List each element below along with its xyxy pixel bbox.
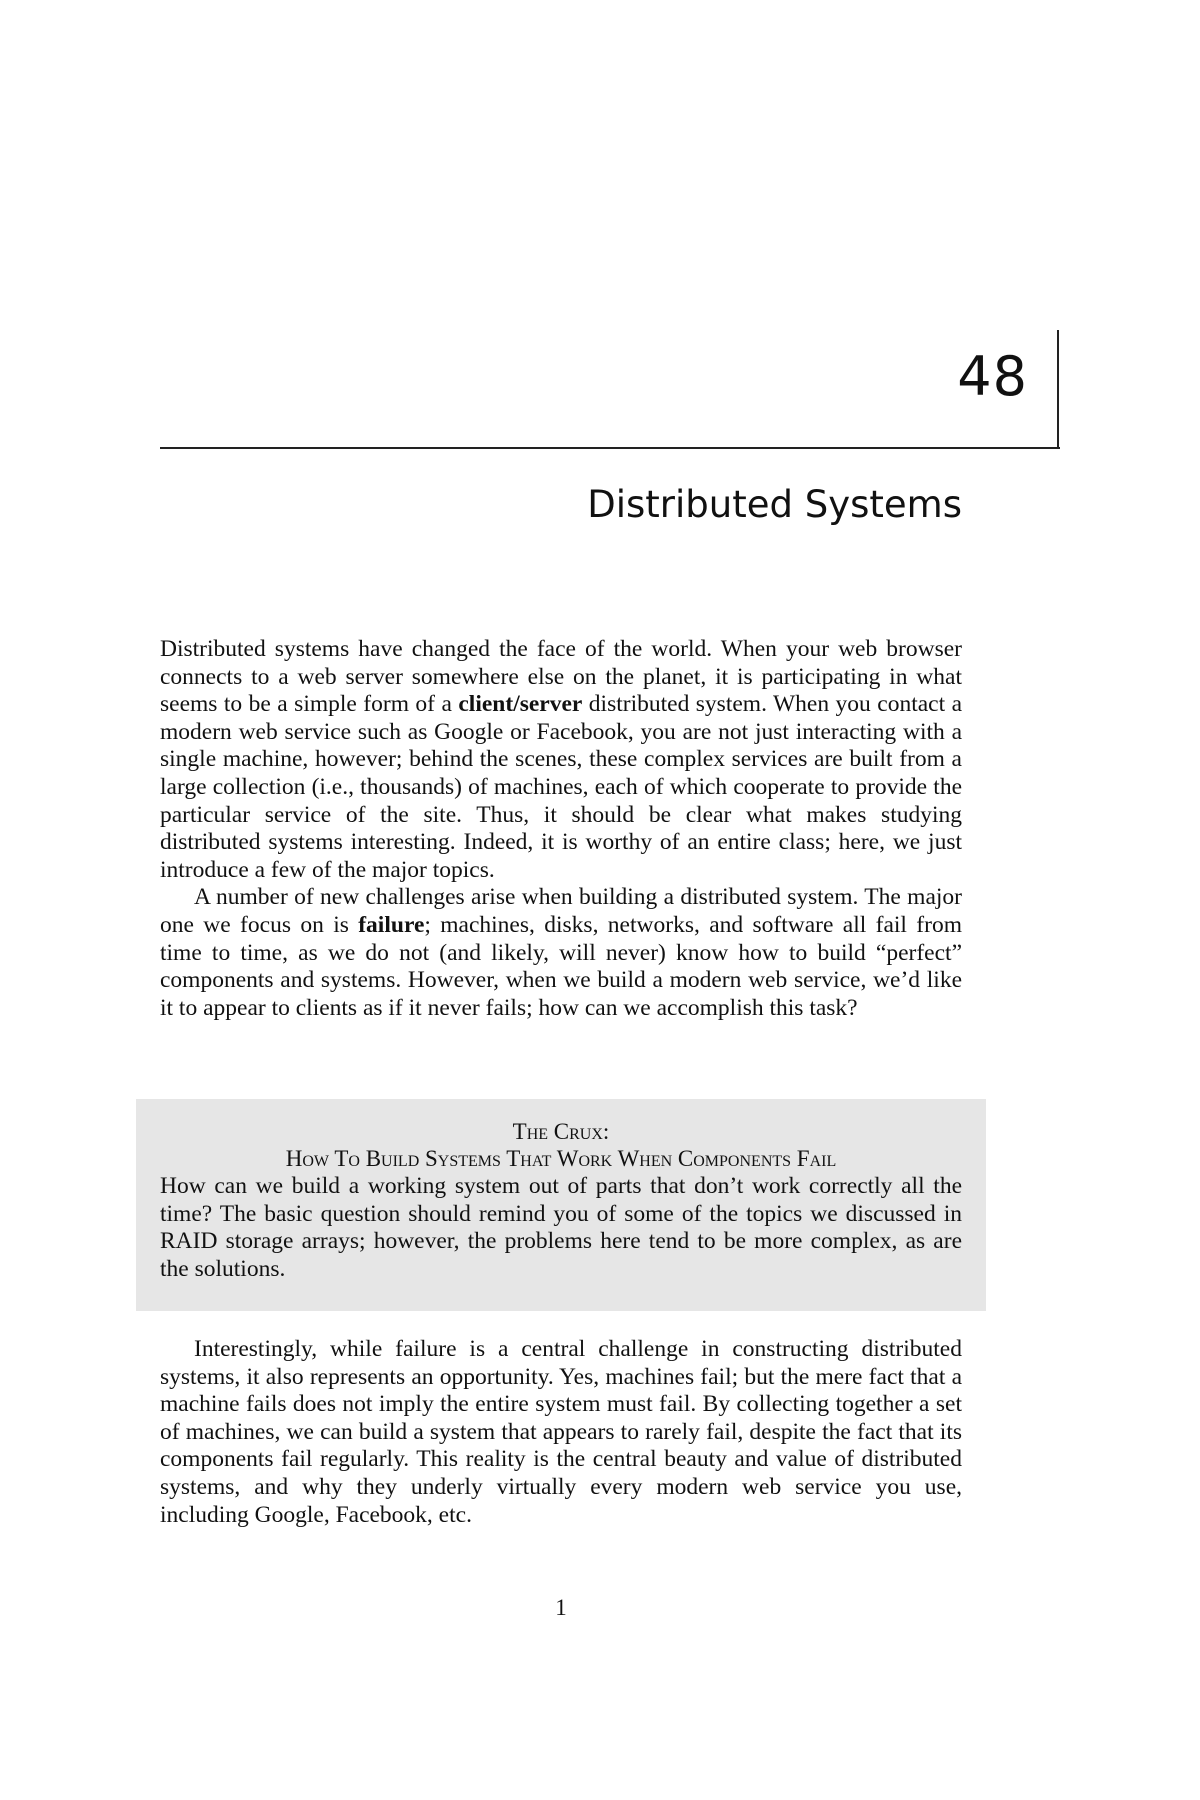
paragraph-opportunity: Interestingly, while failure is a central challenge in constructing distributed systems, it also represents an opportunity. Yes, machines fail; but the mere fact that a machine fails does not imply the entire system must fail. By collecting together a set of machines, we can build a system that appears to rarely fail, despite the fact that its components fail regularly. This reality is the central beauty and value of distributed systems, and why they underly virtually every modern web service you use, including Google, Facebook, etc.: [160, 1336, 962, 1528]
term-client-server: client/server: [458, 691, 583, 718]
chapter-title: Distributed Systems: [587, 483, 962, 526]
paragraph-text: Distributed systems have changed the face of the world. When your web browser connects to a web server somewhere else on the planet, it is participating in what seems to be a simple form of a: [160, 636, 962, 718]
chapter-vertical-rule: [1057, 330, 1059, 448]
paragraph-text: A number of new challenges arise when building a distributed system. The major one we focus on is: [160, 884, 962, 938]
chapter-number: 48: [957, 345, 1028, 408]
chapter-horizontal-rule: [160, 447, 1060, 449]
closing-section: [160, 1336, 962, 1529]
page-number: 1: [555, 1595, 567, 1620]
intro-section: [160, 636, 962, 1022]
crux-text: How can we build a working system out of parts that don’t work correctly all the time? The basic question should remind you of some of the topics we discussed in RAID storage arrays; however, the problems here tend to be more complex, as are the solutions.: [160, 1173, 962, 1282]
crux-heading: [160, 1118, 962, 1172]
paragraph-text: ; machines, disks, networks, and software all fail from time to time, as we do not (and likely, will never) know how to build “perfect” components and systems. However, when we build a modern web service, we’d like it to appear to clients as if it never fails; how can we accomplish this task?: [160, 911, 962, 1021]
term-failure: failure: [358, 911, 425, 938]
paragraph-intro: [160, 636, 962, 884]
crux-title: How To Build Systems That Work When Components Fail: [285, 1146, 837, 1171]
crux-label: The Crux:: [512, 1119, 610, 1144]
paragraph-challenges: [160, 884, 962, 1022]
paragraph-text: distributed system. When you contact a modern web service such as Google or Facebook, you are not just interacting with a single machine, however; behind the scenes, these complex services are built from a large collection (i.e., thousands) of machines, each of which cooperate to provide the particular service of the site. Thus, it should be clear what makes studying distributed systems interesting. Indeed, it is worthy of an entire class; here, we just introduce a few of the major topics.: [160, 691, 963, 883]
